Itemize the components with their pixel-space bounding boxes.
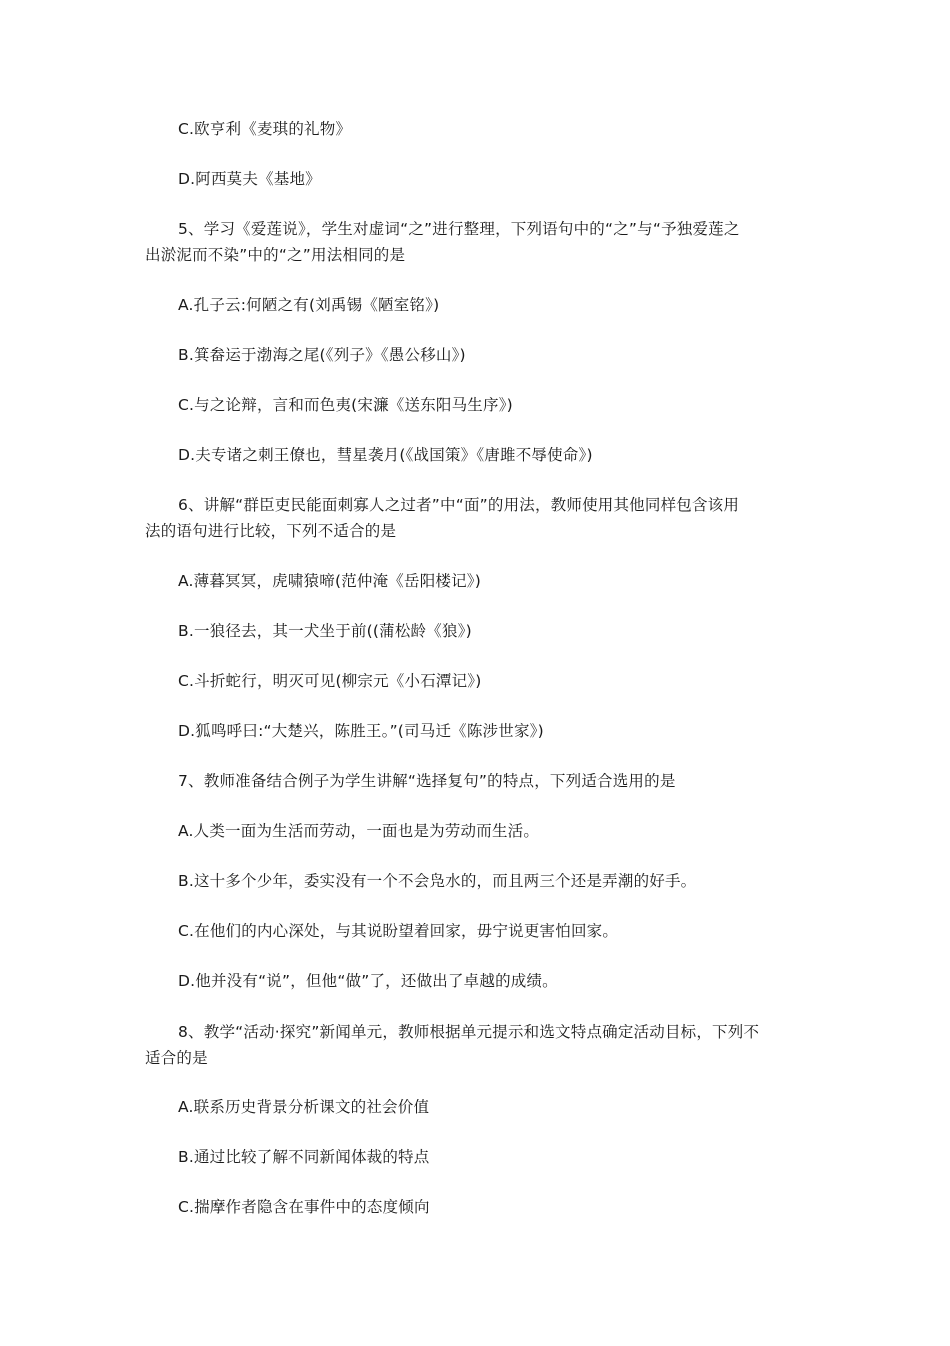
option-7c: C.在他们的内心深处，与其说盼望着回家，毋宁说更害怕回家。 xyxy=(178,922,619,940)
question-5-line1: 5、学习《爱莲说》，学生对虚词“之”进行整理，下列语句中的“之”与“予独爱莲之 xyxy=(178,220,740,238)
question-6-line2: 法的语句进行比较，下列不适合的是 xyxy=(145,522,397,540)
question-6-line1: 6、讲解“群臣吏民能面刺寡人之过者”中“面”的用法，教师使用其他同样包含该用 xyxy=(178,496,740,514)
option-6d: D.狐鸣呼曰:“大楚兴，陈胜王。”(司马迁《陈涉世家》) xyxy=(178,722,544,740)
question-8-line2: 适合的是 xyxy=(145,1049,208,1067)
option-5c: C.与之论辩，言和而色夷(宋濂《送东阳马生序》) xyxy=(178,396,513,414)
question-7: 7、教师准备结合例子为学生讲解“选择复句”的特点，下列适合选用的是 xyxy=(178,772,676,790)
option-4c: C.欧亨利《麦琪的礼物》 xyxy=(178,120,352,138)
option-8a: A.联系历史背景分析课文的社会价值 xyxy=(178,1098,430,1116)
question-5-line2: 出淤泥而不染”中的“之”用法相同的是 xyxy=(145,246,406,264)
option-7d: D.他并没有“说”，但他“做”了，还做出了卓越的成绩。 xyxy=(178,972,558,990)
option-8c: C.揣摩作者隐含在事件中的态度倾向 xyxy=(178,1198,430,1216)
option-5a: A.孔子云:何陋之有(刘禹锡《陋室铭》) xyxy=(178,296,440,314)
question-8-line1: 8、教学“活动·探究”新闻单元，教师根据单元提示和选文特点确定活动目标，下列不 xyxy=(178,1023,760,1041)
option-6c: C.斗折蛇行，明灭可见(柳宗元《小石潭记》) xyxy=(178,672,482,690)
option-6b: B.一狼径去，其一犬坐于前((蒲松龄《狼》) xyxy=(178,622,472,640)
option-5b: B.箕畚运于渤海之尾(《列子》《愚公移山》) xyxy=(178,346,466,364)
option-4d: D.阿西莫夫《基地》 xyxy=(178,170,321,188)
option-5d: D.夫专诸之刺王僚也，彗星袭月(《战国策》《唐雎不辱使命》) xyxy=(178,446,593,464)
option-8b: B.通过比较了解不同新闻体裁的特点 xyxy=(178,1148,430,1166)
option-6a: A.薄暮冥冥，虎啸猿啼(范仲淹《岳阳楼记》) xyxy=(178,572,482,590)
option-7a: A.人类一面为生活而劳动，一面也是为劳动而生活。 xyxy=(178,822,540,840)
option-7b: B.这十多个少年，委实没有一个不会凫水的，而且两三个还是弄潮的好手。 xyxy=(178,872,697,890)
